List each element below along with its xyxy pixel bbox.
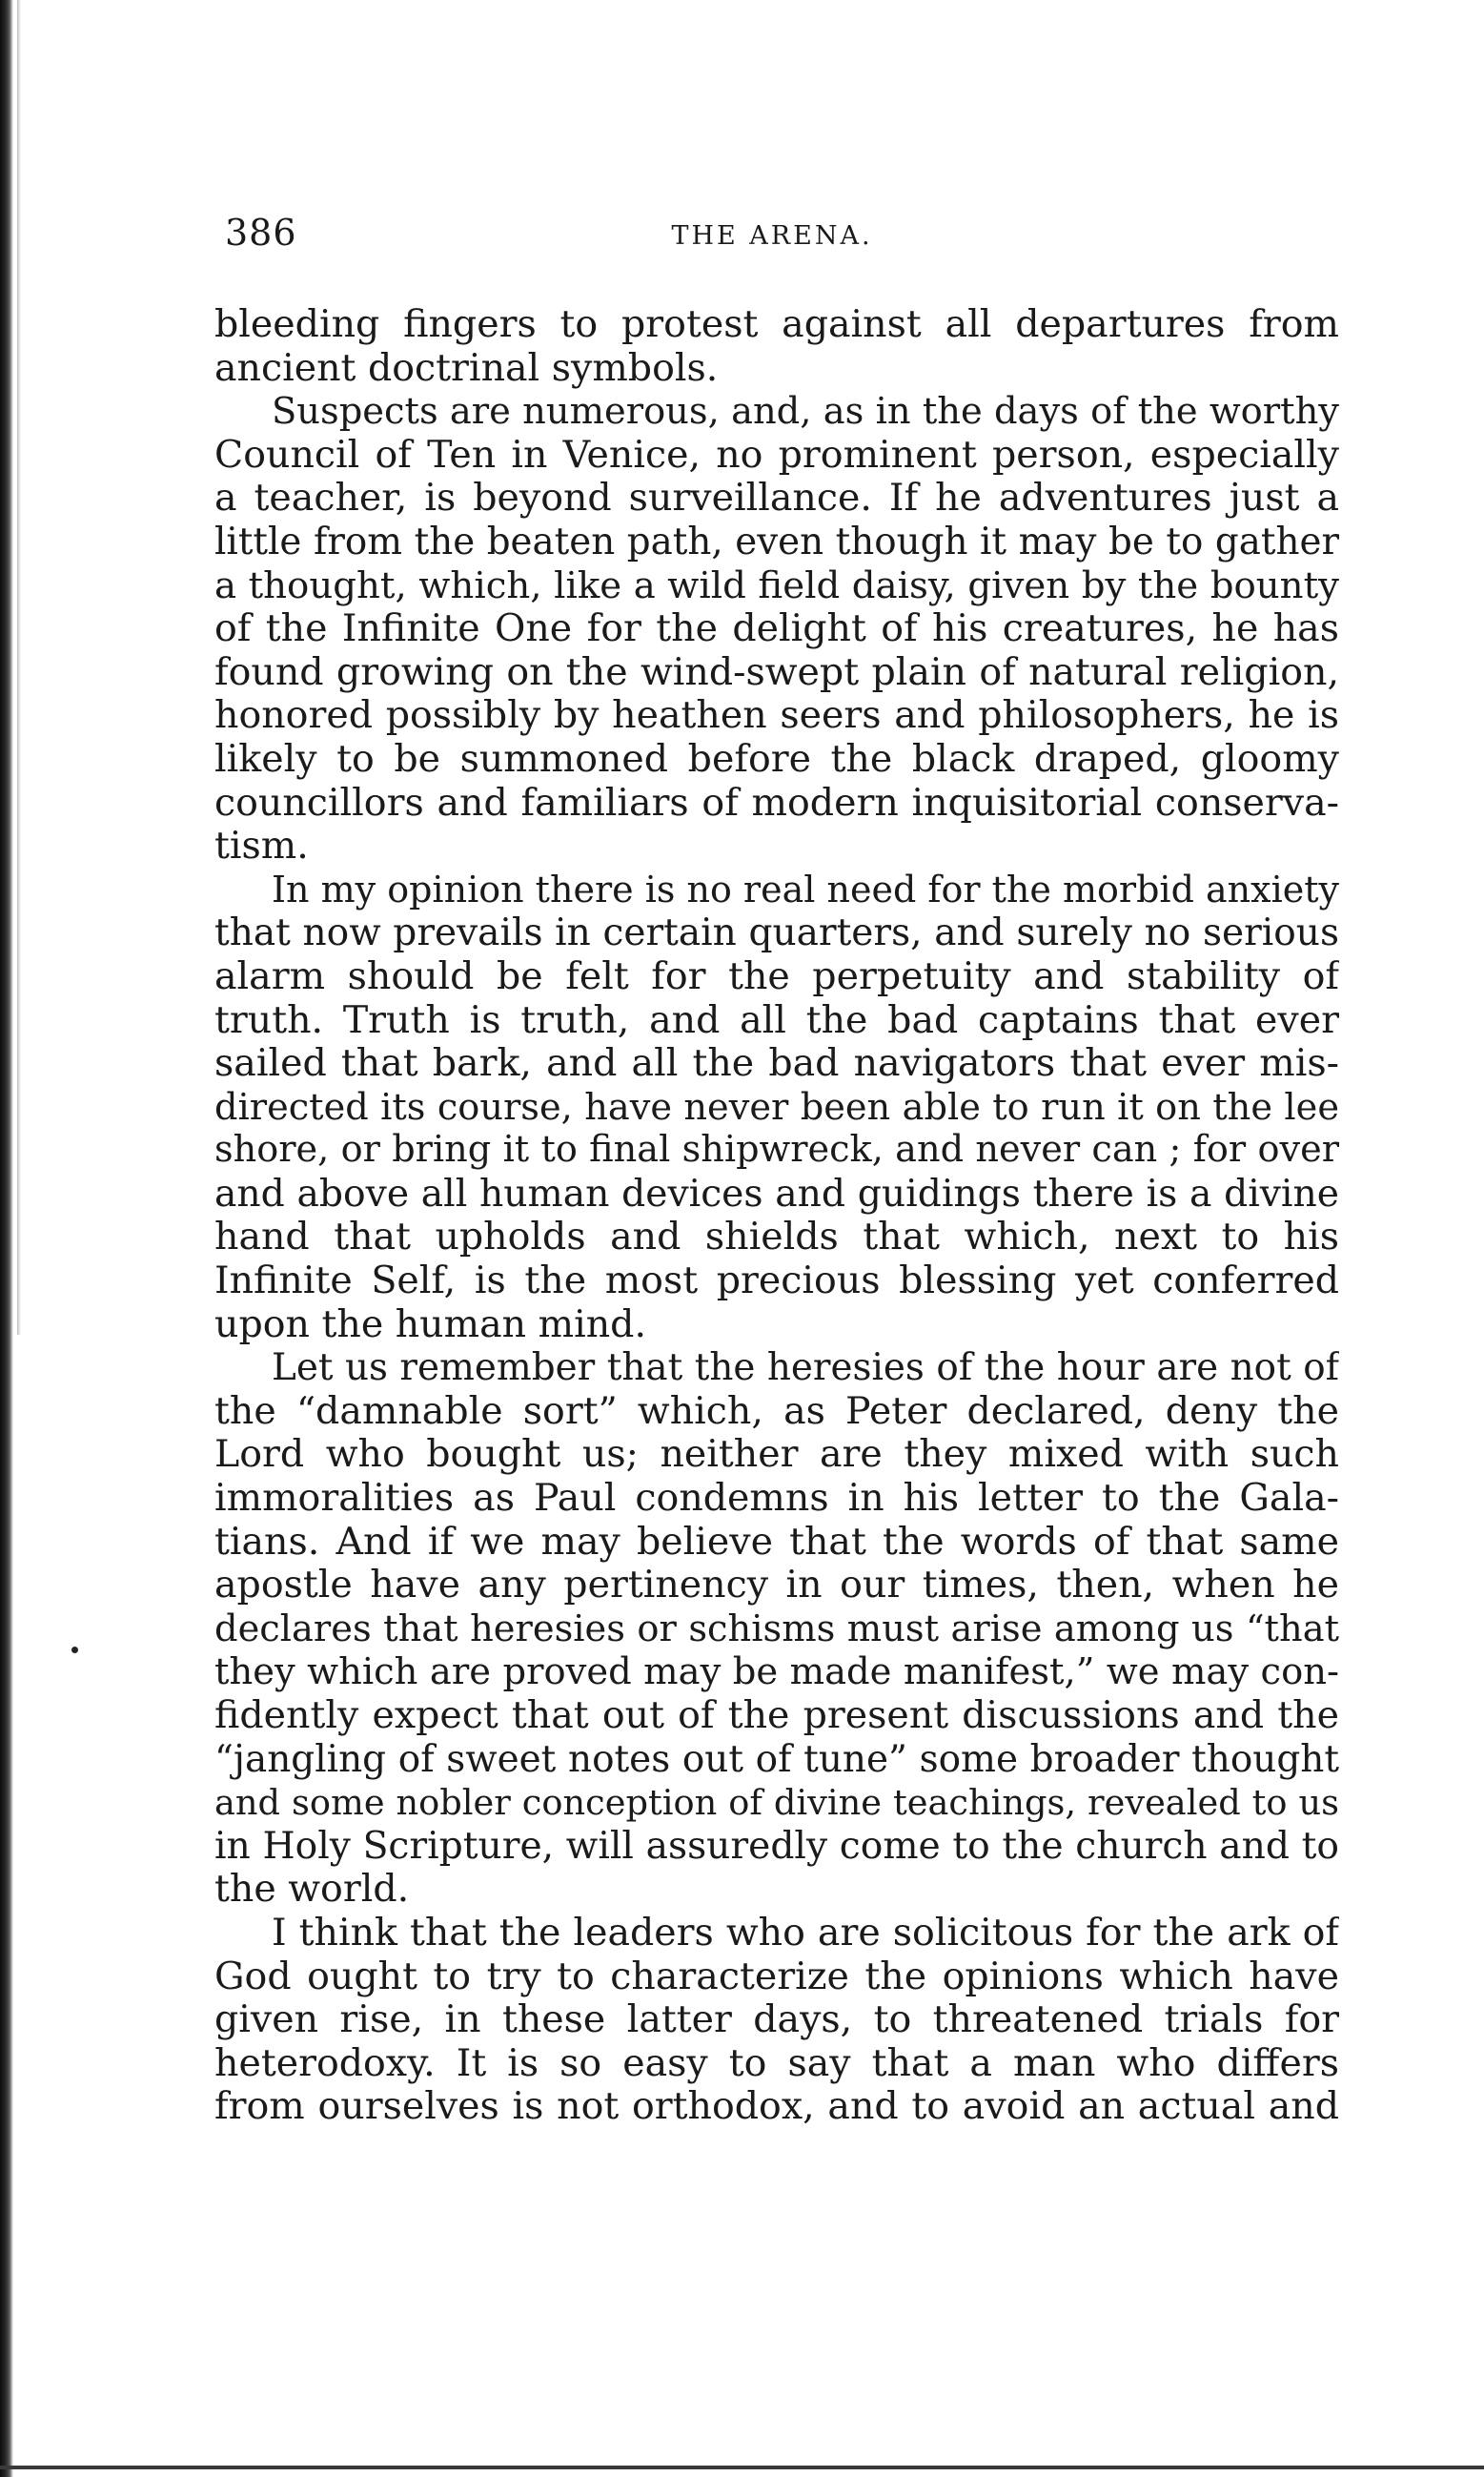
text-line: “jangling of sweet notes out of tune” some broader thought: [214, 1737, 1339, 1781]
page-bottom-edge: [0, 2466, 1484, 2469]
text-line: I think that the leaders who are solicitous for the ark of: [272, 1911, 1339, 1955]
text-line: hand that upholds and shields that which, next to his: [214, 1216, 1339, 1259]
text-line: and some nobler conception of divine teachings, revealed to us: [214, 1782, 1339, 1824]
text-line: declares that heresies or schisms must arise among us “that: [214, 1607, 1339, 1650]
text-line: from ourselves is not orthodox, and to avoid an actual and: [214, 2085, 1339, 2129]
text-line: directed its course, have never been able to run it on the lee: [214, 1085, 1339, 1129]
text-line: of the Infinite One for the delight of his creatures, he has: [214, 607, 1339, 651]
page-number: 386: [225, 212, 297, 254]
text-line: truth. Truth is truth, and all the bad captains that ever: [214, 998, 1339, 1042]
text-line: Infinite Self, is the most precious blessing yet conferred: [214, 1259, 1339, 1303]
ink-speck: [71, 1647, 78, 1653]
text-line: fidently expect that out of the present discussions and the: [214, 1694, 1339, 1737]
text-line: found growing on the wind-swept plain of natural religion,: [214, 650, 1339, 694]
text-line: they which are proved may be made manifest,” we may con-: [214, 1650, 1339, 1694]
text-line: in Holy Scripture, will assuredly come to the church and to: [214, 1824, 1339, 1868]
paragraph-3: [214, 869, 1339, 1347]
text-line: bleeding fingers to protest against all departures from: [214, 303, 1339, 346]
text-line: sailed that bark, and all the bad navigators that ever mis-: [214, 1042, 1339, 1086]
text-line: and above all human devices and guidings there is a divine: [214, 1172, 1339, 1216]
text-line: heterodoxy. It is so easy to say that a man who differs: [214, 2041, 1339, 2085]
text-line: Let us remember that the heresies of the hour are not of: [272, 1346, 1339, 1390]
binding-shadow: [17, 0, 21, 1335]
text-line: likely to be summoned before the black draped, gloomy: [214, 737, 1339, 781]
text-line: given rise, in these latter days, to threatened trials for: [214, 1998, 1339, 2042]
page-header: [210, 212, 1334, 269]
text-line: honored possibly by heathen seers and philosophers, he is: [214, 694, 1339, 738]
body-text: [214, 303, 1339, 2129]
text-line: little from the beaten path, even though it may be to gather: [214, 520, 1339, 563]
text-line: the world.: [214, 1867, 410, 1912]
text-line: In my opinion there is no real need for the morbid anxiety: [272, 868, 1339, 911]
text-line: a teacher, is beyond surveillance. If he adventures just a: [214, 477, 1339, 521]
paragraph-1: [214, 303, 1339, 390]
text-line: apostle have any pertinency in our times, then, when he: [214, 1564, 1339, 1607]
binding-edge: [0, 0, 13, 2477]
paragraph-2: [214, 390, 1339, 869]
text-line: Suspects are numerous, and, as in the days of the worthy: [272, 390, 1339, 434]
text-line: councillors and familiars of modern inquisitorial conserva-: [214, 781, 1339, 825]
text-line: alarm should be felt for the perpetuity and stability of: [214, 954, 1339, 998]
running-head: THE ARENA.: [671, 221, 873, 251]
text-line: tians. And if we may believe that the words of that same: [214, 1520, 1339, 1564]
text-line: God ought to try to characterize the opinions which have: [214, 1955, 1339, 1998]
text-line: upon the human mind.: [214, 1301, 646, 1346]
text-line: a thought, which, like a wild field daisy, given by the bounty: [214, 563, 1339, 607]
text-line: immoralities as Paul condemns in his letter to the Gala-: [214, 1477, 1339, 1521]
paragraph-4: [214, 1346, 1339, 1912]
text-line: Lord who bought us; neither are they mixed with such: [214, 1433, 1339, 1477]
text-line: Council of Ten in Venice, no prominent person, especially: [214, 433, 1339, 477]
text-line: shore, or bring it to final shipwreck, and never can ; for over: [214, 1129, 1339, 1172]
paragraph-5: [214, 1912, 1339, 2129]
text-line: the “damnable sort” which, as Peter declared, deny the: [214, 1389, 1339, 1433]
text-line: that now prevails in certain quarters, and surely no serious: [214, 911, 1339, 955]
text-line: ancient doctrinal symbols.: [214, 345, 719, 390]
text-line: tism.: [214, 824, 309, 869]
